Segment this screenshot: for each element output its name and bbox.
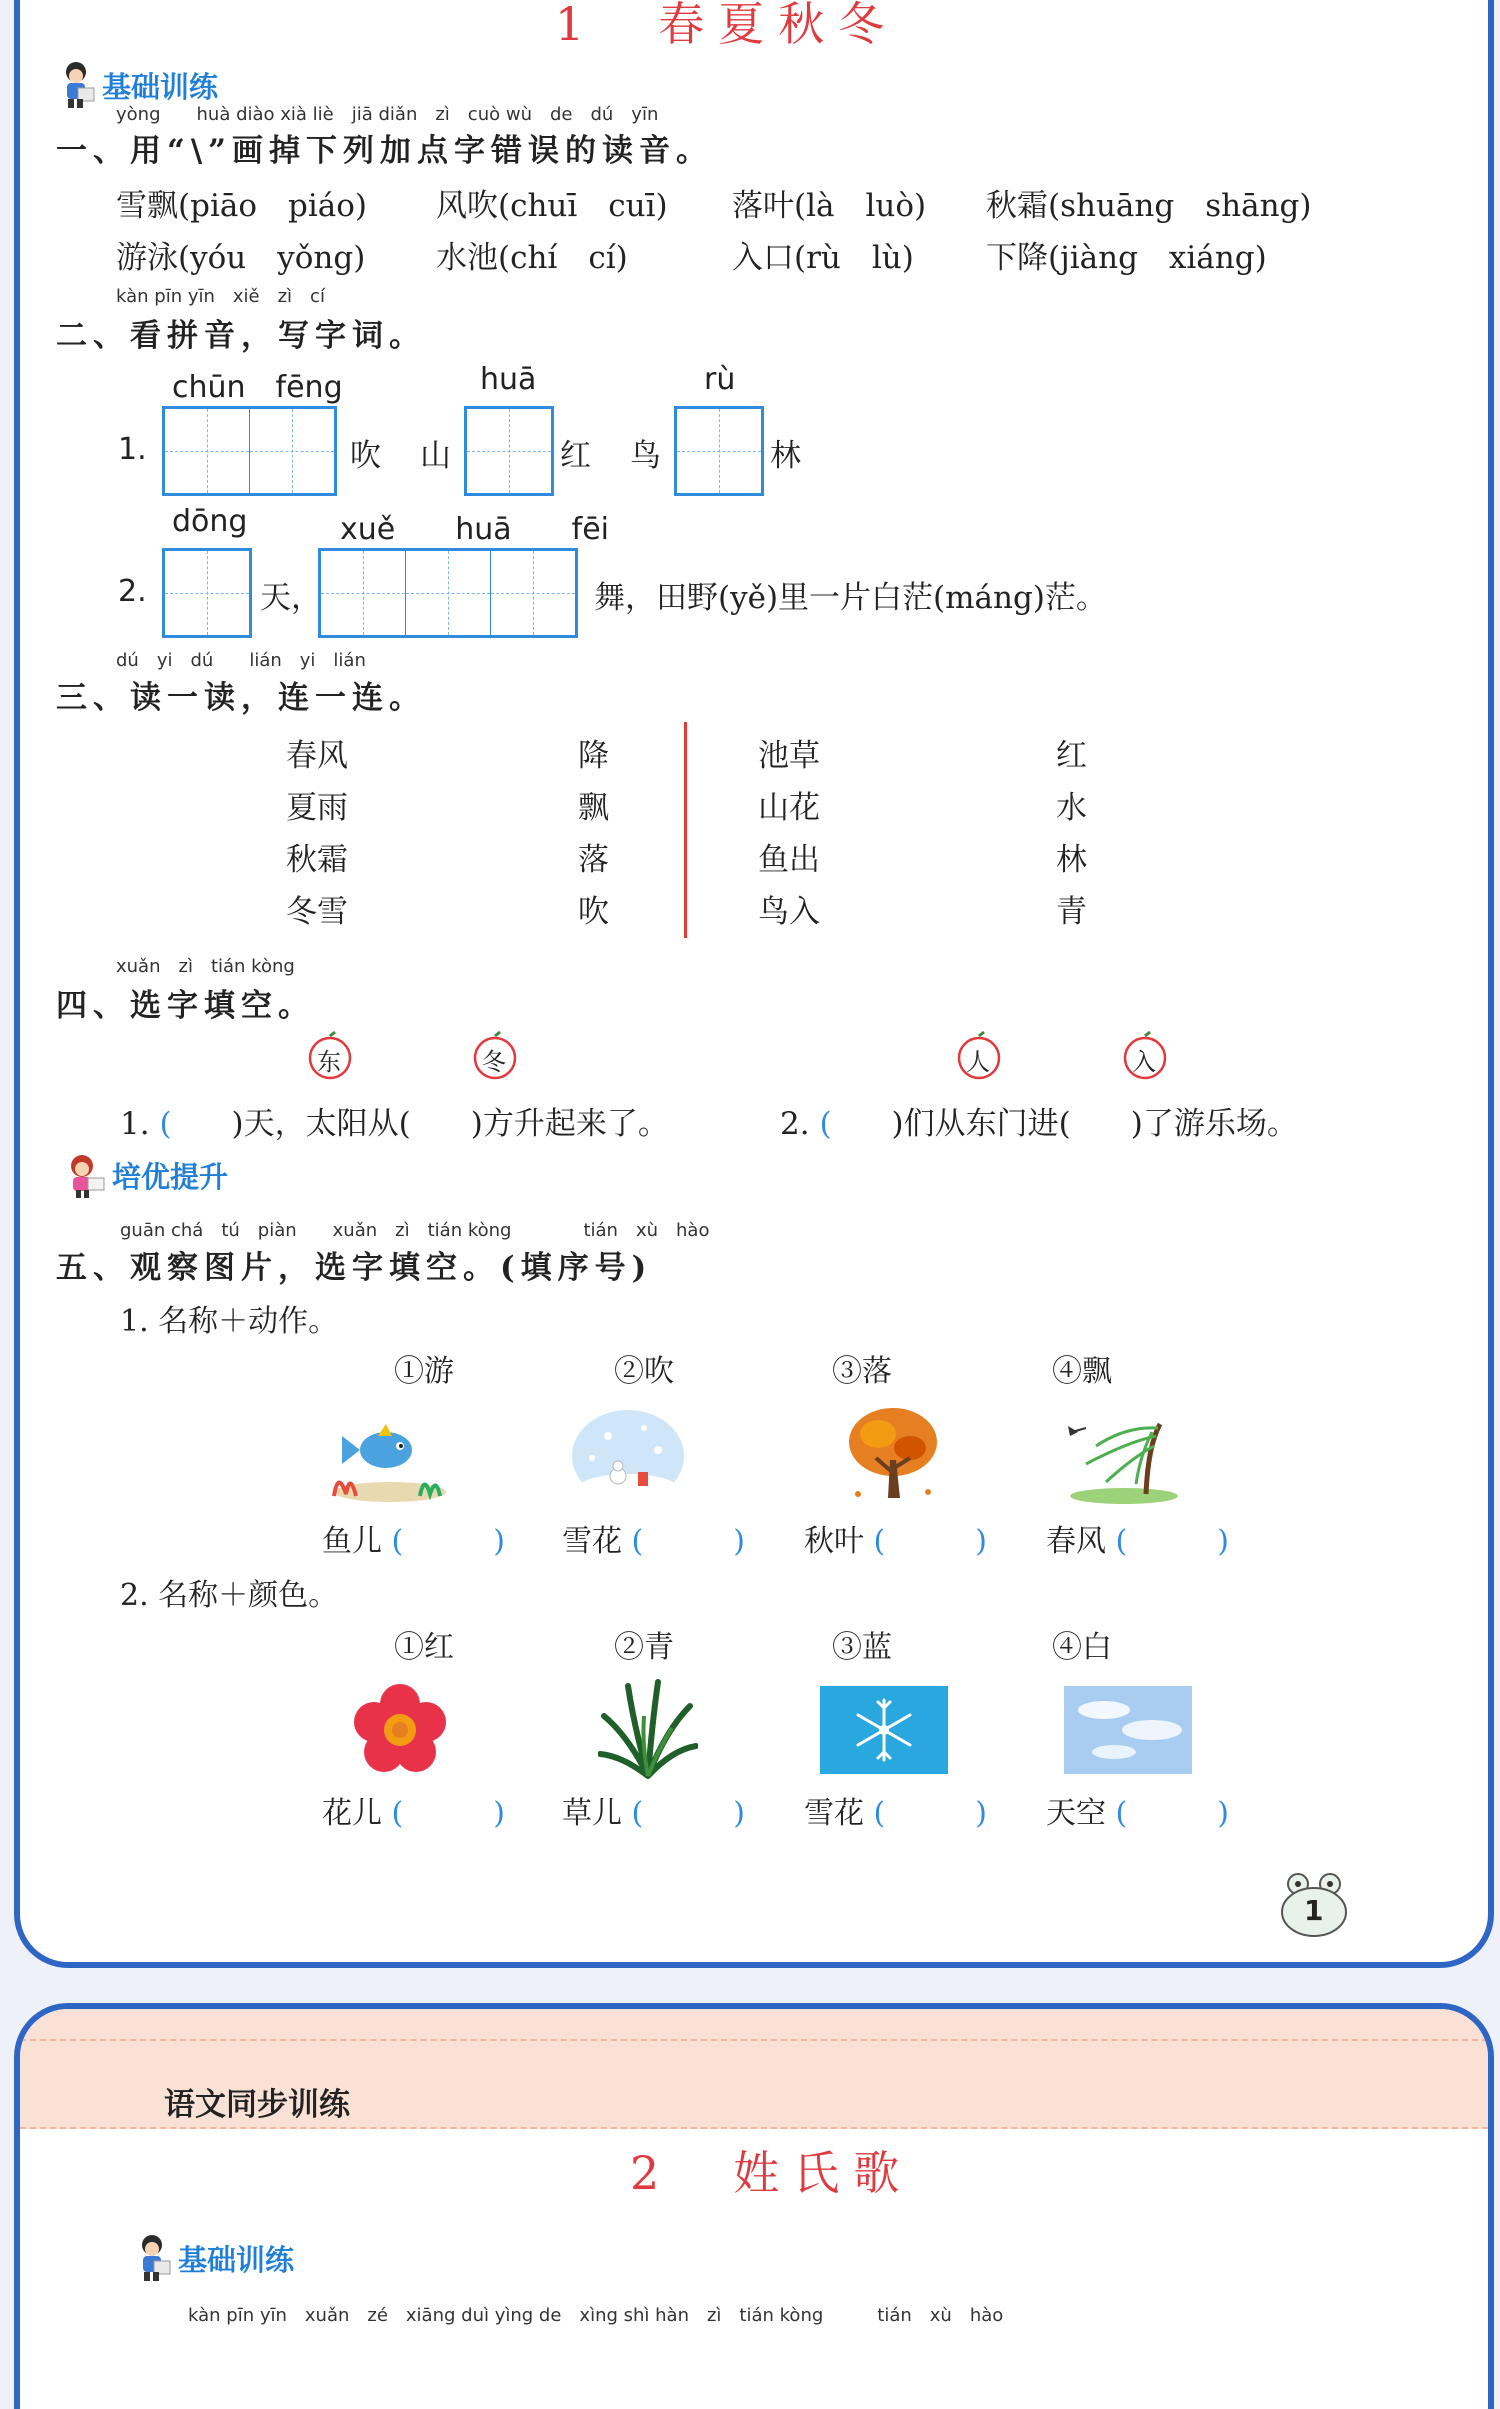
q5-row1-item	[1046, 1516, 1229, 1560]
q2-r2-text-b: 舞，田野(yě)里一片白茫(máng)茫。	[594, 580, 1107, 616]
apple-option-icon	[1120, 1030, 1170, 1080]
apple-option-text: 东	[317, 1048, 341, 1076]
q5-opt1: ④飘	[1052, 1354, 1112, 1389]
q1-item-8: 下降(jiàng xiáng)	[986, 240, 1267, 276]
q1-item-5: 游泳(yóu yǒng)	[116, 240, 366, 276]
q1-item-1: 雪飘(piāo piáo)	[116, 188, 367, 224]
q4-sentence-2	[780, 1098, 1298, 1143]
q5-label: 雪花	[562, 1524, 622, 1559]
spring-willow-picture-icon	[1056, 1406, 1182, 1506]
workbook-page-1	[14, 0, 1494, 1968]
q5-answer-blank[interactable]: ( )	[1115, 1796, 1229, 1831]
q5-opt1: ③落	[832, 1354, 892, 1389]
q4-pinyin: xuǎn zì tián kòng	[116, 956, 295, 977]
q5-opt2: ③蓝	[832, 1630, 892, 1665]
q4-s1-number: 1.	[120, 1106, 150, 1142]
q5-label: 天空	[1046, 1796, 1106, 1831]
q5-sub1: 1. 名称＋动作。	[120, 1304, 339, 1339]
lesson-title-2: 2 姓氏歌	[630, 2146, 914, 2200]
q4-sentence-1	[120, 1098, 669, 1143]
q2-r1-text-d: 鸟	[630, 438, 661, 474]
q5-opt2: ①红	[394, 1630, 454, 1665]
q5-label: 鱼儿	[322, 1524, 382, 1559]
q1-item-3: 落叶(là luò)	[732, 188, 927, 224]
blue-snowflake-picture-icon	[820, 1686, 948, 1774]
q3-col3-item: 鸟入	[758, 894, 820, 930]
section-advanced-label: 培优提升	[112, 1159, 229, 1194]
q3-col1-item: 冬雪	[286, 894, 348, 930]
q3-title: 三、读一读，连一连。	[56, 680, 426, 716]
apple-option-text: 冬	[482, 1048, 506, 1076]
q5-label: 草儿	[562, 1796, 622, 1831]
q5-answer-blank[interactable]: ( )	[873, 1524, 987, 1559]
q4-s2-text-a: )们从东门进(	[891, 1106, 1071, 1142]
q4-s1-text-a: )天，太阳从(	[231, 1106, 411, 1142]
q4-s2-number: 2.	[780, 1106, 810, 1142]
q5-label: 花儿	[322, 1796, 382, 1831]
q3-divider	[684, 722, 687, 938]
q3-col4-item: 红	[1056, 738, 1087, 774]
q5-row2-item	[322, 1788, 505, 1832]
apple-option-icon	[470, 1030, 520, 1080]
q3-col2-item: 飘	[578, 790, 609, 826]
q5-opt1: ②吹	[614, 1354, 674, 1389]
q2-r1-grid-b[interactable]	[464, 406, 554, 496]
q2-r1-number: 1.	[118, 432, 147, 467]
q2-r2-pinyin-b: xuě huā fēi	[340, 512, 609, 547]
q3-col4-item: 水	[1056, 790, 1087, 826]
q5-answer-blank[interactable]: ( )	[631, 1524, 745, 1559]
q5-row2-item	[1046, 1788, 1229, 1832]
q2-r1-text-e: 林	[770, 438, 801, 474]
q3-col1-item: 秋霜	[286, 842, 348, 878]
apple-option-text: 人	[966, 1048, 990, 1076]
q5-label: 雪花	[804, 1796, 864, 1831]
grass-picture-icon	[598, 1676, 698, 1780]
q5-answer-blank[interactable]: ( )	[391, 1524, 505, 1559]
q5-row2-item	[562, 1788, 745, 1832]
section-basic-label: 基础训练	[102, 69, 219, 104]
q3-col3-item: 山花	[758, 790, 820, 826]
q2-r2-text-a: 天，	[260, 580, 322, 616]
page-number-frog	[1276, 1870, 1352, 1938]
apple-option-icon	[954, 1030, 1004, 1080]
q4-title: 四、选字填空。	[56, 988, 315, 1024]
q2-r1-grid-c[interactable]	[674, 406, 764, 496]
q3-col4-item: 林	[1056, 842, 1087, 878]
q5-label: 秋叶	[804, 1524, 864, 1559]
q5-row1-item	[562, 1516, 745, 1560]
q2-r1-pinyin-b: huā	[480, 362, 537, 397]
section-basic-training-2	[134, 2233, 294, 2283]
section-basic-label-2: 基础训练	[178, 2242, 295, 2277]
q5-opt2: ②青	[614, 1630, 674, 1665]
q2-pinyin: kàn pīn yīn xiě zì cí	[116, 286, 325, 307]
autumn-tree-picture-icon	[838, 1402, 948, 1508]
workbook-page-2	[14, 2003, 1494, 2409]
q2-r1-text-c: 红	[560, 438, 591, 474]
q5-row1-item	[804, 1516, 987, 1560]
student-icon	[134, 2233, 174, 2283]
page-number: 1	[1304, 1894, 1324, 1927]
q2-r2-grid-b[interactable]	[318, 548, 578, 638]
q2-r2-number: 2.	[118, 574, 147, 609]
q2-r1-pinyin-a: chūn fēng	[172, 370, 343, 405]
q1-item-2: 风吹(chuī cuī)	[436, 188, 668, 224]
lesson-title: 1 春夏秋冬	[555, 0, 899, 51]
page2-pinyin-line: kàn pīn yīn xuǎn zé xiāng duì yìng de xìng shì hàn zì tián kòng tián xù hào	[188, 2305, 1004, 2326]
student-icon	[58, 60, 98, 110]
q2-r1-text-b: 山	[420, 438, 451, 474]
fish-picture-icon	[320, 1410, 450, 1506]
q2-title: 二、看拼音，写字词。	[56, 318, 426, 354]
q4-s2-blank-open[interactable]: (	[819, 1106, 832, 1142]
q3-pinyin: dú yi dú lián yi lián	[116, 650, 366, 671]
q3-col2-item: 落	[578, 842, 609, 878]
snow-picture-icon	[568, 1406, 688, 1506]
q2-r1-pinyin-c: rù	[704, 362, 736, 397]
red-flower-picture-icon	[350, 1680, 450, 1780]
q5-label: 春风	[1046, 1524, 1106, 1559]
girl-student-icon	[64, 1152, 108, 1198]
section-advanced	[64, 1152, 228, 1198]
q3-col4-item: 青	[1056, 894, 1087, 930]
page-header-title: 语文同步训练	[164, 2087, 350, 2123]
q1-item-7: 入口(rù lù)	[732, 240, 914, 276]
q4-s1-text-b: )方升起来了。	[470, 1106, 669, 1142]
q5-answer-blank[interactable]: ( )	[391, 1796, 505, 1831]
q2-r2-pinyin-a: dōng	[172, 504, 248, 539]
q3-col2-item: 降	[578, 738, 609, 774]
q3-col3-item: 池草	[758, 738, 820, 774]
q5-opt2: ④白	[1052, 1630, 1112, 1665]
q5-opt1: ①游	[394, 1354, 454, 1389]
q5-row1-item	[322, 1516, 505, 1560]
q5-row2-item	[804, 1788, 987, 1832]
q4-s1-blank-open[interactable]: (	[159, 1106, 172, 1142]
q3-col1-item: 夏雨	[286, 790, 348, 826]
q2-r2-grid-a[interactable]	[162, 548, 252, 638]
q5-answer-blank[interactable]: ( )	[631, 1796, 745, 1831]
q5-answer-blank[interactable]: ( )	[873, 1796, 987, 1831]
q1-title: 一、用“\”画掉下列加点字错误的读音。	[56, 133, 713, 169]
q2-r1-text-a: 吹	[350, 438, 381, 474]
apple-option-icon	[305, 1030, 355, 1080]
q3-col3-item: 鱼出	[758, 842, 820, 878]
q1-item-6: 水池(chí cí)	[436, 240, 628, 276]
q1-item-4: 秋霜(shuāng shāng)	[986, 188, 1312, 224]
q4-s2-text-b: )了游乐场。	[1130, 1106, 1298, 1142]
q3-col2-item: 吹	[578, 894, 609, 930]
q2-r1-grid-a[interactable]	[162, 406, 337, 496]
apple-option-text: 入	[1132, 1048, 1156, 1076]
header-dashed-line	[20, 2039, 1488, 2041]
q5-sub2: 2. 名称＋颜色。	[120, 1578, 339, 1613]
q1-pinyin: yòng huà diào xià liè jiā diǎn zì cuò wù de dú yīn	[116, 104, 659, 125]
white-cloud-sky-picture-icon	[1064, 1686, 1192, 1774]
q5-pinyin: guān chá tú piàn xuǎn zì tián kòng tián xù hào	[120, 1220, 710, 1241]
q3-col1-item: 春风	[286, 738, 348, 774]
q5-answer-blank[interactable]: ( )	[1115, 1524, 1229, 1559]
q5-title: 五、观察图片，选字填空。(填序号)	[56, 1250, 653, 1286]
